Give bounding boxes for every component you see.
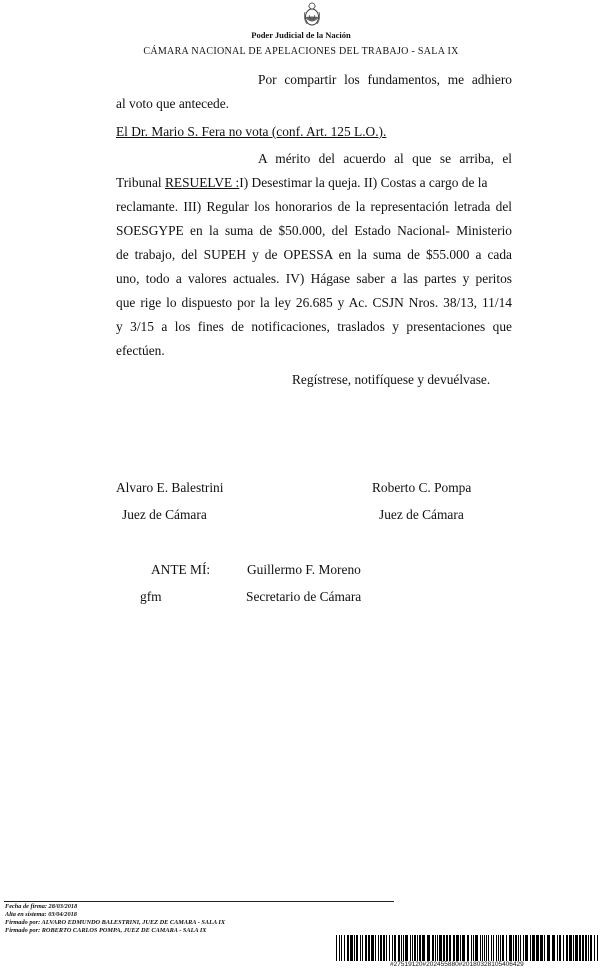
resolution-line-1: A mérito del acuerdo al que se arriba, el xyxy=(258,151,512,166)
judge-2-title: Juez de Cámara xyxy=(379,507,464,522)
resolution-line-3: reclamante. III) Regular los honorarios de la representación letrada del xyxy=(116,199,512,214)
barcode-icon xyxy=(336,935,598,961)
secretary-name: Guillermo F. Moreno xyxy=(247,562,361,577)
resolution-line-9: efectúen. xyxy=(116,343,165,358)
resolution-line-6: uno, todo a valores actuales. IV) Hágase saber a las partes y peritos xyxy=(116,271,512,286)
paragraph-1-line-2: al voto que antecede. xyxy=(116,96,230,111)
signed-by-2: Firmado por: ROBERTO CARLOS POMPA, JUEZ DE CAMARA - SALA IX xyxy=(5,927,207,934)
resolution-line-8: y 3/15 a los fines de notificaciones, traslados y presentaciones que xyxy=(116,319,512,334)
resolution-line-4: SOESGYPE en la suma de $50.000, del Estado Nacional- Ministerio xyxy=(116,223,512,238)
resolution-line-5: de trabajo, del SUPEH y de OPESSA en la suma de $55.000 a cada xyxy=(116,247,512,262)
judge-1-name: Alvaro E. Balestrini xyxy=(116,480,224,495)
non-voting-note: El Dr. Mario S. Fera no vota (conf. Art. 125 L.O.). xyxy=(116,124,387,139)
barcode-number: #27519120#202455880#20180328105406429 xyxy=(390,961,524,968)
resuelve-label: RESUELVE : xyxy=(165,175,240,190)
footer-divider xyxy=(4,901,394,902)
court-name: CÁMARA NACIONAL DE APELACIONES DEL TRABAJO - SALA IX xyxy=(143,46,459,57)
resolution-line-2-rest: I) Desestimar la queja. II) Costas a cargo de la xyxy=(239,175,488,190)
signature-date: Fecha de firma: 28/03/2018 xyxy=(5,903,78,910)
resolution-tribunal-label: Tribunal xyxy=(116,175,162,190)
signed-by-1: Firmado por: ALVARO EDMUNDO BALESTRINI, JUEZ DE CAMARA - SALA IX xyxy=(5,919,226,926)
institution-name: Poder Judicial de la Nación xyxy=(251,30,351,40)
paragraph-1-line-1: Por compartir los fundamentos, me adhiero xyxy=(258,72,512,87)
resolution-line-2 xyxy=(116,175,487,191)
coat-of-arms-icon xyxy=(303,2,321,28)
initials: gfm xyxy=(140,589,162,604)
system-date: Alta en sistema: 03/04/2018 xyxy=(5,911,77,918)
closing-formula: Regístrese, notifíquese y devuélvase. xyxy=(292,372,491,387)
secretary-title: Secretario de Cámara xyxy=(246,589,362,604)
judge-1-title: Juez de Cámara xyxy=(122,507,207,522)
resolution-line-7: que rige lo dispuesto por la ley 26.685 y Ac. CSJN Nros. 38/13, 11/14 xyxy=(116,295,512,310)
ante-mi-label: ANTE MÍ: xyxy=(151,562,211,577)
judge-2-name: Roberto C. Pompa xyxy=(372,480,472,495)
